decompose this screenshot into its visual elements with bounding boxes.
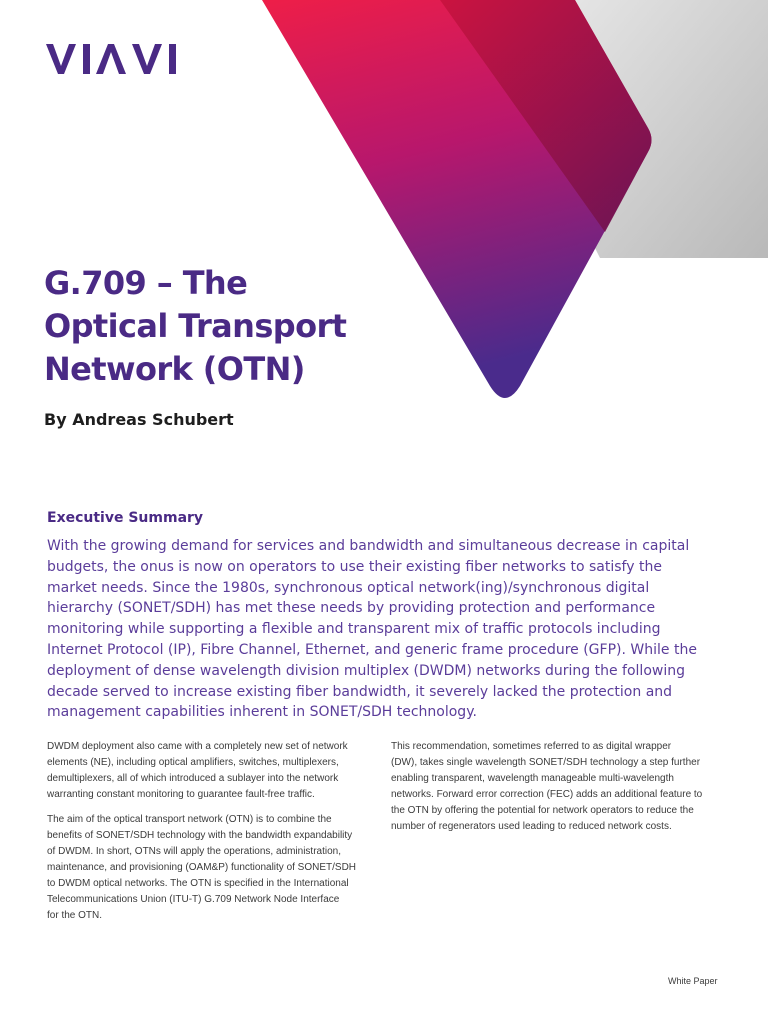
author-byline: By Andreas Schubert [44, 410, 234, 429]
body-line: elements (NE), including optical amplifiers, switches, multiplexers, [47, 757, 339, 768]
body-column-right [391, 739, 726, 844]
body-line: This recommendation, sometimes referred to as digital wrapper [391, 741, 672, 752]
body-line: demultiplexers, all of which introduced a sublayer into the network [47, 773, 339, 784]
document-title [44, 262, 346, 391]
body-line: the OTN by offering the potential for network operators to reduce the [391, 805, 694, 816]
body-line: to DWDM optical networks. The OTN is specified in the International [47, 878, 349, 889]
summary-line: decade served to increase existing fiber bandwidth, it severely lacked the protection and [47, 683, 673, 700]
summary-line: With the growing demand for services and bandwidth and simultaneous decrease in capital [47, 538, 690, 554]
body-column-left [47, 739, 382, 933]
summary-line: monitoring while supporting a flexible and transparent mix of traffic protocols including [47, 621, 661, 638]
body-paragraph [391, 739, 726, 835]
body-line: Telecommunications Union (ITU-T) G.709 Network Node Interface [47, 894, 340, 905]
body-line: (DW), takes single wavelength SONET/SDH technology a step further [391, 757, 701, 768]
executive-summary-heading: Executive Summary [47, 510, 204, 526]
body-line: networks. Forward error correction (FEC) adds an additional feature to [391, 789, 703, 800]
summary-line: Internet Protocol (IP), Fibre Channel, Ethernet, and generic frame procedure (GFP). While the [47, 641, 697, 658]
summary-line: management capabilities inherent in SONET/SDH technology. [47, 704, 477, 721]
executive-summary-text [47, 536, 747, 723]
body-paragraph [47, 812, 382, 924]
body-line: benefits of SONET/SDH technology with the bandwidth expandability [47, 830, 353, 841]
viavi-logo [46, 44, 182, 74]
body-line: The aim of the optical transport network (OTN) is to combine the [47, 814, 332, 825]
title-line: Optical Transport [44, 307, 347, 345]
title-line: G.709 – The [44, 264, 248, 302]
summary-line: market needs. Since the 1980s, synchronous optical network(ing)/synchronous digital [47, 579, 650, 596]
summary-line: hierarchy (SONET/SDH) has met these needs by providing protection and performance [47, 600, 656, 617]
body-line: of DWDM. In short, OTNs will apply the operations, administration, [47, 846, 341, 857]
summary-line: budgets, the onus is now on operators to use their existing fiber networks to satisfy the [47, 558, 662, 575]
title-line: Network (OTN) [44, 350, 305, 388]
body-line: for the OTN. [47, 910, 103, 921]
body-line: warranting constant monitoring to guarantee fault-free traffic. [47, 789, 315, 800]
document-type-label: White Paper [668, 976, 718, 986]
summary-line: deployment of dense wavelength division multiplex (DWDM) networks during the following [47, 662, 685, 679]
body-line: DWDM deployment also came with a completely new set of network [47, 741, 348, 752]
body-line: maintenance, and provisioning (OAM&P) functionality of SONET/SDH [47, 862, 357, 873]
body-line: number of regenerators used leading to reduced network costs. [391, 821, 672, 832]
body-paragraph [47, 739, 382, 803]
body-line: enabling transparent, wavelength manageable multi-wavelength [391, 773, 674, 784]
